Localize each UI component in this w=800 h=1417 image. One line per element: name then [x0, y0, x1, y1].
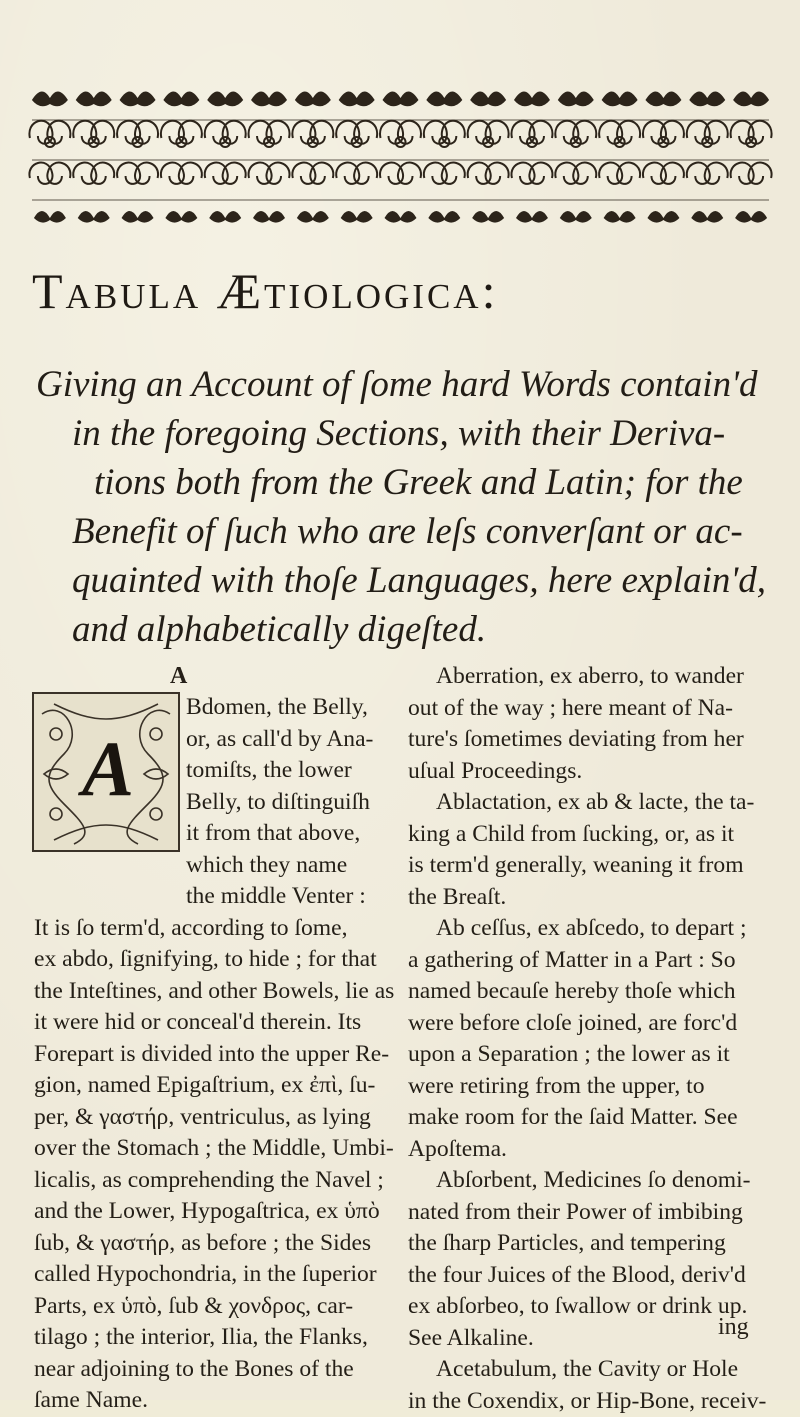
leaf-ornament-icon [604, 211, 636, 223]
scroll-ornament-icon [161, 163, 202, 184]
scroll-ornament-icon [643, 121, 684, 144]
leaf-ornament-icon [472, 211, 504, 223]
scroll-ornament-icon [731, 121, 772, 144]
text-line: Apoſtema. [408, 1134, 782, 1166]
scroll-ornament-icon [336, 163, 377, 184]
scroll-ornament-icon [424, 121, 465, 144]
leaf-ornament-icon [428, 211, 460, 223]
scroll-ornament-icon [336, 121, 377, 144]
sprig-ornament-icon [470, 91, 506, 106]
scroll-ornament-icon [599, 121, 640, 144]
scroll-ornament-icon [117, 163, 158, 184]
sprig-ornament-icon [76, 91, 112, 106]
sprig-ornament-icon [339, 91, 375, 106]
entry-acetabulum: Acetabulum, the Cavity or Hole [408, 1354, 782, 1386]
sprig-ornament-icon [645, 91, 681, 106]
text-line: out of the way ; here meant of Na- [408, 693, 782, 725]
text-line: upon a Separation ; the lower as it [408, 1039, 782, 1071]
scroll-ornament-icon [468, 163, 509, 184]
text-line: uſual Proceedings. [408, 756, 782, 788]
section-letter: A [170, 663, 187, 690]
scroll-ornament-icon [292, 163, 333, 184]
leaf-ornament-icon [122, 211, 154, 223]
scroll-ornament-icon [249, 163, 290, 184]
subtitle-line: in the foregoing Sections, with their Deriva- [36, 409, 776, 458]
entry-aberration: Aberration, ex aberro, to wander [408, 661, 782, 693]
subtitle-line: Benefit of ſuch who are leſs converſant or ac- [36, 507, 776, 556]
text-line: is term'd generally, weaning it from [408, 850, 782, 882]
text-line: Belly, to diſtinguiſh [34, 787, 394, 819]
text-line: it from that above, [34, 818, 394, 850]
sprig-ornament-icon [733, 91, 769, 106]
scroll-ornament-icon [687, 121, 728, 144]
scroll-ornament-icon [73, 121, 114, 144]
sprig-ornament-icon [558, 91, 594, 106]
scroll-ornament-icon [555, 163, 596, 184]
subtitle-line: Giving an Account of ſome hard Words contain'd [36, 360, 776, 409]
scroll-ornament-icon [380, 163, 421, 184]
text-line: Bdomen, the Belly, [34, 692, 394, 724]
sprig-ornament-icon [120, 91, 156, 106]
scroll-ornament-icon [29, 163, 70, 184]
initial-letter: A [82, 730, 134, 808]
text-line: licalis, as comprehending the Navel ; [34, 1165, 394, 1197]
text-line: tilago ; the interior, Ilia, the Flanks, [34, 1322, 394, 1354]
sprig-ornament-icon [207, 91, 243, 106]
scroll-ornament-icon [73, 163, 114, 184]
sprig-ornament-icon [295, 91, 331, 106]
text-line: near adjoining to the Bones of the [34, 1354, 394, 1386]
sprig-ornament-icon [32, 91, 68, 106]
text-line: gion, named Epigaſtrium, ex ἐπὶ, ſu- [34, 1070, 394, 1102]
sprig-ornament-icon [689, 91, 725, 106]
scroll-ornament-icon [29, 121, 70, 144]
text-line: the middle Venter : [34, 881, 394, 913]
scroll-ornament-icon [555, 121, 596, 144]
sprig-ornament-icon [251, 91, 287, 106]
subtitle-line: tions both from the Greek and Latin; for the [36, 458, 776, 507]
text-line: It is ſo term'd, according to ſome, [34, 913, 394, 945]
scroll-ornament-icon [511, 163, 552, 184]
entry-ablactation: Ablactation, ex ab & lacte, the ta- [408, 787, 782, 819]
sprig-ornament-icon [514, 91, 550, 106]
scroll-ornament-icon [205, 163, 246, 184]
leaf-ornament-icon [341, 211, 373, 223]
leaf-ornament-icon [516, 211, 548, 223]
leaf-ornament-icon [735, 211, 767, 223]
scroll-ornament-icon [117, 121, 158, 144]
text-line: ex abdo, ſignifying, to hide ; for that [34, 944, 394, 976]
leaf-ornament-icon [297, 211, 329, 223]
scroll-ornament-icon [468, 121, 509, 144]
leaf-ornament-icon [385, 211, 417, 223]
scroll-ornament-icon [511, 121, 552, 144]
catchword: ing [718, 1314, 749, 1341]
subtitle-line: quainted with thoſe Languages, here explain'd, [36, 556, 776, 605]
text-line: it were hid or conceal'd therein. Its [34, 1007, 394, 1039]
text-line: per, & γαστήρ, ventriculus, as lying [34, 1102, 394, 1134]
leaf-ornament-icon [165, 211, 197, 223]
scroll-ornament-icon [205, 121, 246, 144]
text-line: make room for the ſaid Matter. See [408, 1102, 782, 1134]
text-line: and the Lower, Hypogaſtrica, ex ὑπὸ [34, 1196, 394, 1228]
entry-absorbent: Abſorbent, Medicines ſo denomi- [408, 1165, 782, 1197]
entry-abscessus: Ab ceſſus, ex abſcedo, to depart ; [408, 913, 782, 945]
scroll-ornament-icon [643, 163, 684, 184]
text-line: the Inteſtines, and other Bowels, lie as [34, 976, 394, 1008]
leaf-ornament-icon [647, 211, 679, 223]
sprig-ornament-icon [602, 91, 638, 106]
leaf-ornament-icon [34, 211, 66, 223]
text-line: Forepart is divided into the upper Re- [34, 1039, 394, 1071]
text-line: in the Coxendix, or Hip-Bone, receiv- [408, 1386, 782, 1417]
text-line: the ſharp Particles, and tempering [408, 1228, 782, 1260]
scroll-ornament-icon [161, 121, 202, 144]
sprig-ornament-icon [383, 91, 419, 106]
headpiece-ornament-icon [28, 78, 773, 236]
leaf-ornament-icon [78, 211, 110, 223]
subtitle [36, 360, 776, 654]
text-line: ſame Name. [34, 1385, 394, 1417]
scroll-ornament-icon [731, 163, 772, 184]
scroll-ornament-icon [599, 163, 640, 184]
text-line: Parts, ex ὑπὸ, ſub & χονδρος, car- [34, 1291, 394, 1323]
leaf-ornament-icon [209, 211, 241, 223]
text-line: the four Juices of the Blood, deriv'd [408, 1260, 782, 1292]
sprig-ornament-icon [426, 91, 462, 106]
text-line: were before cloſe joined, are forc'd [408, 1008, 782, 1040]
text-line: or, as call'd by Ana- [34, 724, 394, 756]
subtitle-line: and alphabetically digeſted. [36, 605, 776, 654]
leaf-ornament-icon [560, 211, 592, 223]
text-line: ex abſorbeo, to ſwallow or drink up. [408, 1291, 782, 1323]
text-line: tomiſts, the lower [34, 755, 394, 787]
text-line: a gathering of Matter in a Part : So [408, 945, 782, 977]
text-line: king a Child from ſucking, or, as it [408, 819, 782, 851]
text-line: the Breaſt. [408, 882, 782, 914]
scroll-ornament-icon [292, 121, 333, 144]
text-line: called Hypochondria, in the ſuperior [34, 1259, 394, 1291]
scroll-ornament-icon [249, 121, 290, 144]
leaf-ornament-icon [253, 211, 285, 223]
text-line: ſub, & γαστήρ, as before ; the Sides [34, 1228, 394, 1260]
right-column [408, 661, 782, 1417]
text-line: nated from their Power of imbibing [408, 1197, 782, 1229]
text-line: ture's ſometimes deviating from her [408, 724, 782, 756]
scroll-ornament-icon [380, 121, 421, 144]
left-column [34, 692, 394, 1417]
sprig-ornament-icon [163, 91, 199, 106]
text-line: See Alkaline. [408, 1323, 782, 1355]
scroll-ornament-icon [424, 163, 465, 184]
ornamental-headpiece [28, 78, 773, 236]
leaf-ornament-icon [691, 211, 723, 223]
text-line: which they name [34, 850, 394, 882]
ornament-row-top [29, 91, 771, 222]
text-line: named becauſe hereby thoſe which [408, 976, 782, 1008]
page-title: Tabula Ætiologica: [32, 262, 792, 320]
scroll-ornament-icon [687, 163, 728, 184]
text-line: were retiring from the upper, to [408, 1071, 782, 1103]
text-line: over the Stomach ; the Middle, Umbi- [34, 1133, 394, 1165]
